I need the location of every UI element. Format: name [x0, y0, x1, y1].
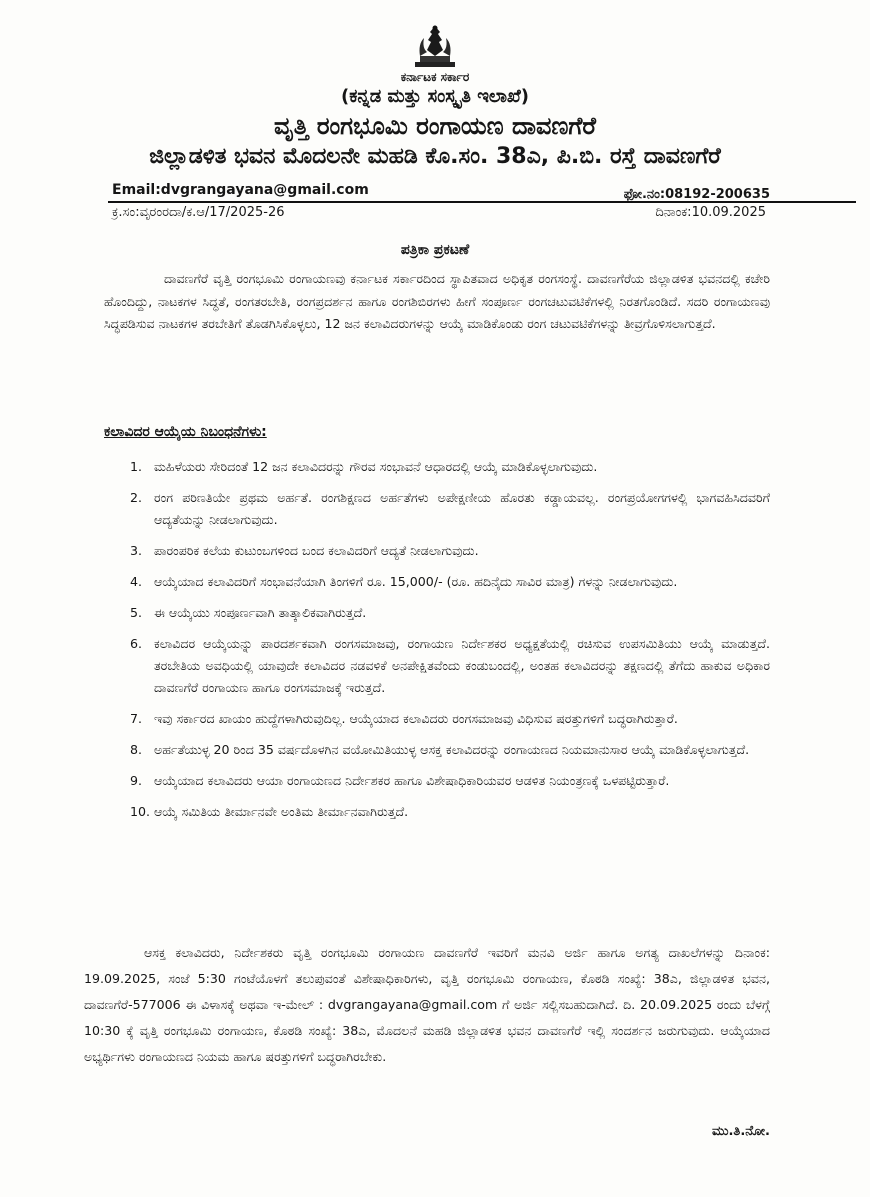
list-item: 7. ಇವು ಸರ್ಕಾರದ ಖಾಯಂ ಹುದ್ದೆಗಳಾಗಿರುವುದಿಲ್ಲ. ಆಯ್ಕೆಯಾದ ಕಲಾವಿದರು ರಂಗಸಮಾಜವು ವಿಧಿಸುವ ಷರತ್ತುಗಳಿಗೆ ಬದ್ಧರಾಗಿರುತ್ತಾರೆ. [130, 711, 678, 726]
list-item: 5. ಈ ಆಯ್ಕೆಯು ಸಂಪೂರ್ಣವಾಗಿ ತಾತ್ಕಾಲಿಕವಾಗಿರುತ್ತದೆ. [130, 605, 367, 620]
organization-name: ವೃತ್ತಿ ರಂಗಭೂಮಿ ರಂಗಾಯಣ ದಾವಣಗೆರೆ [273, 112, 597, 140]
header-divider [108, 201, 856, 203]
signature: ಮು.ತಿ.ನೋ. [712, 1124, 770, 1139]
list-item: 1. ಮಹಿಳೆಯರು ಸೇರಿದಂತೆ 12 ಜನ ಕಲಾವಿದರನ್ನು ಗೌರವ ಸಂಭಾವನೆ ಆಧಾರದಲ್ಲಿ ಆಯ್ಕೆ ಮಾಡಿಕೊಳ್ಳಲಾಗುವುದು. [130, 459, 598, 474]
list-item: 3. ಪಾರಂಪರಿಕ ಕಲೆಯ ಕುಟುಂಬಗಳಿಂದ ಬಂದ ಕಲಾವಿದರಿಗೆ ಆದ್ಯತೆ ನೀಡಲಾಗುವುದು. [130, 543, 479, 558]
state-emblem-icon [410, 22, 460, 70]
list-item: 8. ಅರ್ಹತೆಯುಳ್ಳ 20 ರಿಂದ 35 ವರ್ಷದೊಳಗಿನ ವಯೋಮಿತಿಯುಳ್ಳ ಆಸಕ್ತ ಕಲಾವಿದರನ್ನು ರಂಗಾಯಣದ ನಿಯಮಾನುಸಾರ ಆಯ್ಕೆ ಮಾಡಿಕೊಳ್ಳಲಾಗುತ್ತದೆ. [130, 742, 750, 757]
conditions-title: ಕಲಾವಿದರ ಆಯ್ಕೆಯ ನಿಬಂಧನೆಗಳು: [104, 424, 267, 440]
conditions-list [104, 456, 770, 832]
list-item: 9. ಆಯ್ಕೆಯಾದ ಕಲಾವಿದರು ಆಯಾ ರಂಗಾಯಣದ ನಿರ್ದೇಶಕರ ಹಾಗೂ ವಿಶೇಷಾಧಿಕಾರಿಯವರ ಆಡಳಿತ ನಿಯಂತ್ರಣಕ್ಕೆ ಒಳಪಟ್ಟಿರುತ್ತಾರೆ. [130, 773, 670, 788]
email-address: Email:dvgrangayana@gmail.com [112, 182, 369, 198]
list-item: 2. ರಂಗ ಪರಿಣತಿಯೇ ಪ್ರಥಮ ಅರ್ಹತೆ. ರಂಗಶಿಕ್ಷಣದ ಅರ್ಹತೆಗಳು ಅಪೇಕ್ಷಣೀಯ ಹೊರತು ಕಡ್ಡಾಯವಲ್ಲ. ರಂಗಪ್ರಯೋಗಗಳಲ್ಲಿ ಭಾಗವಹಿಸಿದವರಿಗೆ ಆದ್ಯತೆಯನ್ನು ನೀಡಲಾಗುವುದು. [130, 490, 770, 527]
list-item: 4. ಆಯ್ಕೆಯಾದ ಕಲಾವಿದರಿಗೆ ಸಂಭಾವನೆಯಾಗಿ ತಿಂಗಳಿಗೆ ರೂ. 15,000/- (ರೂ. ಹದಿನೈದು ಸಾವಿರ ಮಾತ್ರ) ಗಳನ್ನು ನೀಡಲಾಗುವುದು. [130, 574, 678, 589]
document-heading: ಪತ್ರಿಕಾ ಪ್ರಕಟಣೆ [400, 242, 470, 258]
phone-number: ಫೋ.ನಂ:08192-200635 [623, 187, 770, 202]
list-item: 6. ಕಲಾವಿದರ ಆಯ್ಕೆಯನ್ನು ಪಾರದರ್ಶಕವಾಗಿ ರಂಗಸಮಾಜವು, ರಂಗಾಯಣ ನಿರ್ದೇಶಕರ ಅಧ್ಯಕ್ಷತೆಯಲ್ಲಿ ರಚಿಸುವ ಉಪಸಮಿತಿಯು ಆಯ್ಕೆ ಮಾಡುತ್ತದೆ. ತರಬೇತಿಯ ಅವಧಿಯಲ್ಲಿ ಯಾವುದೇ ಕಲಾವಿದರ ನಡವಳಿಕೆ ಅನಪೇಕ್ಷಿತವೆಂದು ಕಂಡುಬಂದಲ್ಲಿ, ಅಂತಹ ಕಲಾವಿದರನ್ನು ತಕ್ಷಣದಲ್ಲಿ ತೆಗೆದು ಹಾಕುವ ಅಧಿಕಾರ ದಾವಣಗೆರೆ ರಂಗಾಯಣ ಹಾಗೂ ರಂಗಸಮಾಜಕ್ಕೆ ಇರುತ್ತದೆ. [130, 636, 770, 695]
list-item: 10. ಆಯ್ಕೆ ಸಮಿತಿಯ ತೀರ್ಮಾನವೇ ಅಂತಿಮ ತೀರ್ಮಾನವಾಗಿರುತ್ತದೆ. [130, 804, 409, 819]
reference-number: ಕ್ರ.ಸಂ:ವೃರಂರದಾ/ಕ.ಆ/17/2025-26 [112, 205, 285, 220]
intro-paragraph: ದಾವಣಗೆರೆ ವೃತ್ತಿ ರಂಗಭೂಮಿ ರಂಗಾಯಣವು ಕರ್ನಾಟಕ ಸರ್ಕಾರದಿಂದ ಸ್ಥಾಪಿತವಾದ ಅಧಿಕೃತ ರಂಗಸಂಸ್ಥೆ. ದಾವಣಗೆರೆಯ ಜಿಲ್ಲಾಡಳಿತ ಭವನದಲ್ಲಿ ಕಚೇರಿ ಹೊಂದಿದ್ದು, ನಾಟಕಗಳ ಸಿದ್ಧತೆ, ರಂಗತರಬೇತಿ, ರಂಗಪ್ರದರ್ಶನ ಹಾಗೂ ರಂಗಶಿಬಿರಗಳು ಹೀಗೆ ಸಂಪೂರ್ಣ ರಂಗಚಟುವಟಿಕೆಗಳಲ್ಲಿ ನಿರತಗೊಂಡಿದೆ. ಸದರಿ ರಂಗಾಯಣವು ಸಿದ್ಧಪಡಿಸುವ ನಾಟಕಗಳ ತರಬೇತಿಗೆ ತೊಡಗಿಸಿಕೊಳ್ಳಲು, 12 ಜನ ಕಲಾವಿದರುಗಳನ್ನು ಆಯ್ಕೆ ಮಾಡಿಕೊಂಡು ರಂಗ ಚಟುವಟಿಕೆಗಳನ್ನು ತೀವ್ರಗೊಳಿಸಲಾಗುತ್ತದೆ. [104, 271, 770, 331]
department-name: (ಕನ್ನಡ ಮತ್ತು ಸಂಸ್ಕೃತಿ ಇಲಾಖೆ) [341, 86, 529, 107]
government-name: ಕರ್ನಾಟಕ ಸರ್ಕಾರ [400, 70, 470, 84]
closing-paragraph: ಆಸಕ್ತ ಕಲಾವಿದರು, ನಿರ್ದೇಶಕರು ವೃತ್ತಿ ರಂಗಭೂಮಿ ರಂಗಾಯಣ ದಾವಣಗೆರೆ ಇವರಿಗೆ ಮನವಿ ಅರ್ಜಿ ಹಾಗೂ ಅಗತ್ಯ ದಾಖಲೆಗಳನ್ನು ದಿನಾಂಕ: 19.09.2025, ಸಂಜೆ 5:30 ಗಂಟೆಯೊಳಗೆ ತಲುಪುವಂತೆ ವಿಶೇಷಾಧಿಕಾರಿಗಳು, ವೃತ್ತಿ ರಂಗಭೂಮಿ ರಂಗಾಯಣ, ಕೊಠಡಿ ಸಂಖ್ಯೆ: 38ಎ, ಜಿಲ್ಲಾಡಳಿತ ಭವನ, ದಾವಣಗೆರೆ-577006 ಈ ವಿಳಾಸಕ್ಕೆ ಅಥವಾ ಇ-ಮೇಲ್ : dvgrangayana@gmail.com ಗೆ ಅರ್ಜಿ ಸಲ್ಲಿಸಬಹುದಾಗಿದೆ. ದಿ. 20.09.2025 ರಂದು ಬೆಳಗ್ಗೆ 10:30 ಕ್ಕೆ ವೃತ್ತಿ ರಂಗಭೂಮಿ ರಂಗಾಯಣ, ಕೊಠಡಿ ಸಂಖ್ಯೆ: 38ಎ, ಮೊದಲನೆ ಮಹಡಿ ಜಿಲ್ಲಾಡಳಿತ ಭವನ ದಾವಣಗೆರೆ ಇಲ್ಲಿ ಸಂದರ್ಶನ ಜರುಗುವುದು. ಆಯ್ಕೆಯಾದ ಅಭ್ಯರ್ಥಿಗಳು ರಂಗಾಯಣದ ನಿಯಮ ಹಾಗೂ ಷರತ್ತುಗಳಿಗೆ ಬದ್ಧರಾಗಿರಬೇಕು. [84, 945, 770, 1064]
organization-address: ಜಿಲ್ಲಾಡಳಿತ ಭವನ ಮೊದಲನೇ ಮಹಡಿ ಕೊ.ಸಂ. 38ಎ, ಪಿ.ಬಿ. ರಸ್ತೆ ದಾವಣಗೆರೆ [149, 144, 721, 169]
document-date: ದಿನಾಂಕ:10.09.2025 [655, 205, 766, 220]
